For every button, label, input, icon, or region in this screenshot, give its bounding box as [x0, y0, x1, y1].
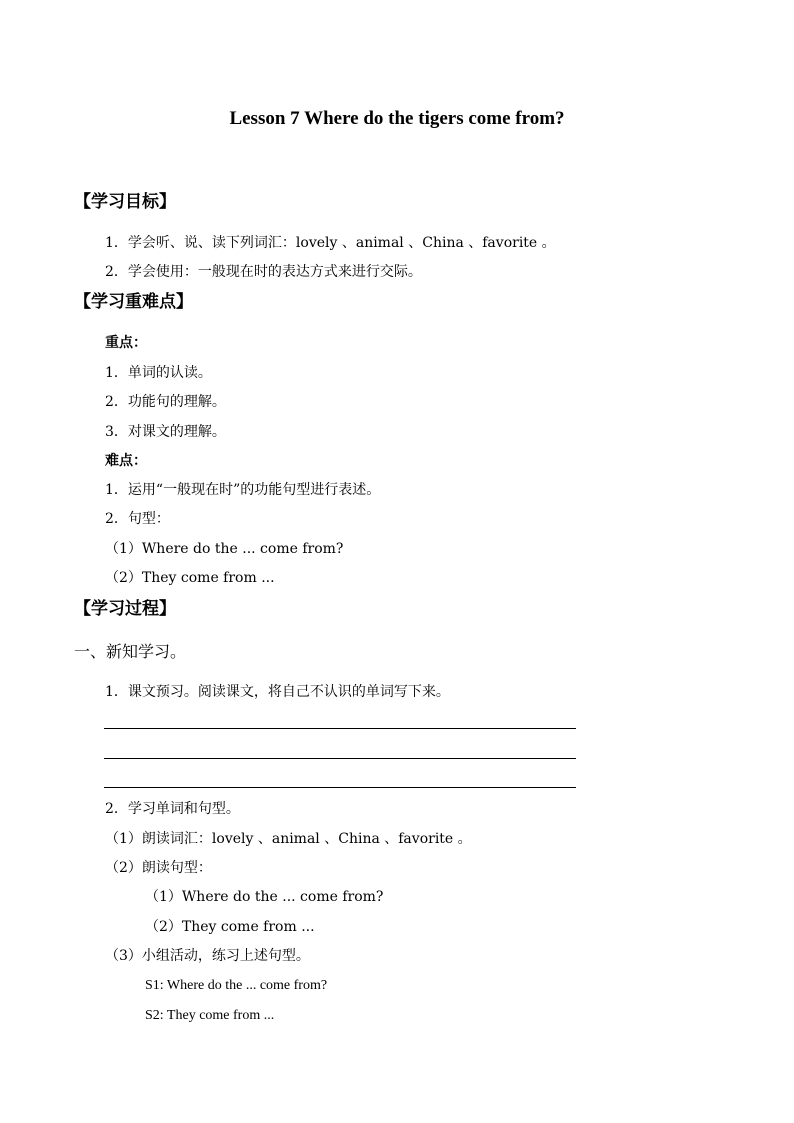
part-heading-new-knowledge: 一、新知学习。	[74, 642, 187, 661]
difficulty-item-4: （2）They come from ...	[105, 570, 275, 586]
page-title: Lesson 7 Where do the tigers come from?	[229, 108, 565, 129]
difficulty-item-3: （1）Where do the ... come from?	[105, 541, 344, 557]
focus-item-3: 3．对课文的理解。	[105, 424, 226, 440]
difficulty-label: 难点：	[105, 453, 147, 469]
difficulty-item-1: 1．运用“一般现在时”的功能句型进行表述。	[105, 482, 381, 498]
section-heading-key-points: 【学习重难点】	[74, 292, 193, 312]
focus-item-2: 2．功能句的理解。	[105, 394, 226, 410]
section-heading-objectives: 【学习目标】	[74, 192, 176, 212]
writing-blank-line-1[interactable]	[104, 728, 576, 729]
dialogue-line-s2: S2: They come from ...	[145, 1008, 275, 1023]
sentence-item-2: （2）They come from ...	[145, 919, 315, 935]
difficulty-item-2: 2．句型：	[105, 511, 170, 527]
step-2-learn: 2．学习单词和句型。	[105, 801, 240, 817]
sub-step-1-vocab: （1）朗读词汇：lovely 、animal 、China 、favorite 。	[105, 831, 472, 847]
section-heading-process: 【学习过程】	[74, 599, 176, 619]
writing-blank-line-3[interactable]	[104, 787, 576, 788]
sub-step-3-group-activity: （3）小组活动，练习上述句型。	[105, 948, 310, 964]
objective-item-2: 2．学会使用：一般现在时的表达方式来进行交际。	[105, 264, 422, 280]
sentence-item-1: （1）Where do the ... come from?	[145, 889, 384, 905]
focus-item-1: 1．单词的认读。	[105, 365, 212, 381]
step-1-preview: 1．课文预习。阅读课文，将自己不认识的单词写下来。	[105, 684, 450, 700]
objective-item-1: 1．学会听、说、读下列词汇：lovely 、animal 、China 、favorite 。	[105, 235, 556, 251]
sub-step-2-sentences: （2）朗读句型：	[105, 860, 212, 876]
writing-blank-line-2[interactable]	[104, 758, 576, 759]
dialogue-line-s1: S1: Where do the ... come from?	[145, 978, 328, 993]
focus-label: 重点：	[105, 335, 147, 351]
